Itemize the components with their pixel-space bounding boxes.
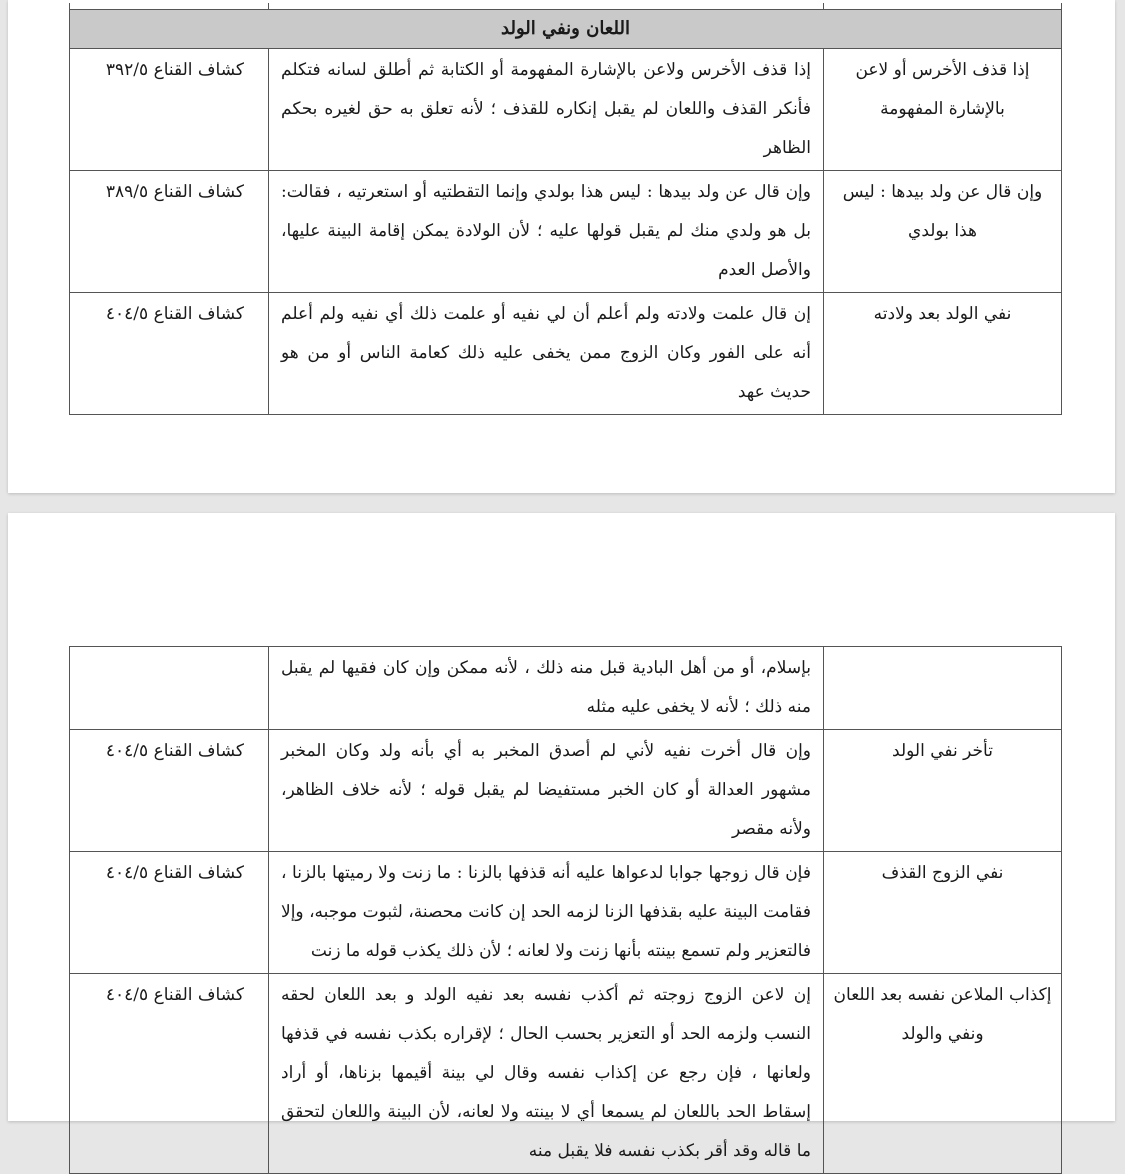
ruling-text-cell: بإسلام، أو من أهل البادية قبل منه ذلك ، لأنه ممكن وإن كان فقيها لم يقبل منه ذلك ؛ لأنه لا يخفى عليه مثله: [269, 647, 824, 730]
source-cell: كشاف القناع ٤٠٤/٥: [70, 293, 269, 415]
ruling-text-cell: إذا قذف الأخرس ولاعن بالإشارة المفهومة أو الكتابة ثم أطلق لسانه فتكلم فأنكر القذف واللعان لم يقبل إنكاره للقذف ؛ لأنه تعلق به حق لغيره بحكم الظاهر: [269, 49, 824, 171]
ruling-text-cell: فإن قال زوجها جوابا لدعواها عليه أنه قذفها بالزنا : ما زنت ولا رميتها بالزنا ، فقامت البينة عليه بقذفها الزنا لزمه الحد إن كانت محصنة، لثبوت موجبه، وإلا فالتعزير ولم تسمع بينته بأنها زنت ولا لعانه ؛ لأن ذلك يكذب قوله ما زنت: [269, 852, 824, 974]
source-cell: كشاف القناع ٤٠٤/٥: [70, 730, 269, 852]
section-header-row: [70, 10, 1062, 49]
table-row: [70, 171, 1062, 293]
document-page-2: [8, 513, 1115, 1161]
section-title: اللعان ونفي الولد: [70, 10, 1062, 49]
topic-cell: إذا قذف الأخرس أو لاعن بالإشارة المفهومة: [824, 49, 1062, 171]
table-row: [70, 647, 1062, 730]
topic-cell: نفي الولد بعد ولادته: [824, 293, 1062, 415]
topic-cell: [824, 647, 1062, 730]
table-row: [70, 293, 1062, 415]
rulings-table-page-2: [69, 646, 1062, 1174]
source-cell: كشاف القناع ٤٠٤/٥: [70, 974, 269, 1174]
ruling-text-cell: وإن قال أخرت نفيه لأني لم أصدق المخبر به أي بأنه ولد وكان المخبر مشهور العدالة أو كان الخبر مستفيضا لم يقبل قوله ؛ لأنه خلاف الظاهر، ولأنه مقصر: [269, 730, 824, 852]
source-cell: كشاف القناع ٣٨٩/٥: [70, 171, 269, 293]
topic-cell: نفي الزوج القذف: [824, 852, 1062, 974]
ruling-text-cell: إن لاعن الزوج زوجته ثم أكذب نفسه بعد نفيه الولد و بعد اللعان لحقه النسب ولزمه الحد أو التعزير بحسب الحال ؛ لإقراره بكذب نفسه في قذفها ولعانها ، فإن رجع عن إكذاب نفسه وقال لي بينة أقيمها بزناها، أو أراد إسقاط الحد باللعان لم يسمعا أي لا بينته ولا لعانه، لأن البينة واللعان لتحقق ما قاله وقد أقر بكذب نفسه فلا يقبل منه: [269, 974, 824, 1174]
table-row: [70, 974, 1062, 1174]
rulings-table-page-1: [69, 3, 1062, 415]
table-row: [70, 730, 1062, 852]
ruling-text-cell: وإن قال عن ولد بيدها : ليس هذا بولدي وإنما التقطتيه أو استعرتيه ، فقالت: بل هو ولدي منك لم يقبل قولها عليه ؛ لأن الولادة يمكن إقامة البينة عليها، والأصل العدم: [269, 171, 824, 293]
table-row: [70, 49, 1062, 171]
table-row: [70, 852, 1062, 974]
ruling-text-cell: إن قال علمت ولادته ولم أعلم أن لي نفيه أو علمت ذلك أي نفيه ولم أعلم أنه على الفور وكان الزوج ممن يخفى عليه ذلك كعامة الناس أو من هو حديث عهد: [269, 293, 824, 415]
topic-cell: وإن قال عن ولد بيدها : ليس هذا بولدي: [824, 171, 1062, 293]
topic-cell: تأخر نفي الولد: [824, 730, 1062, 852]
source-cell: [70, 647, 269, 730]
document-page-1: [8, 0, 1115, 493]
topic-cell: إكذاب الملاعن نفسه بعد اللعان ونفي والولد: [824, 974, 1062, 1174]
source-cell: كشاف القناع ٣٩٢/٥: [70, 49, 269, 171]
source-cell: كشاف القناع ٤٠٤/٥: [70, 852, 269, 974]
